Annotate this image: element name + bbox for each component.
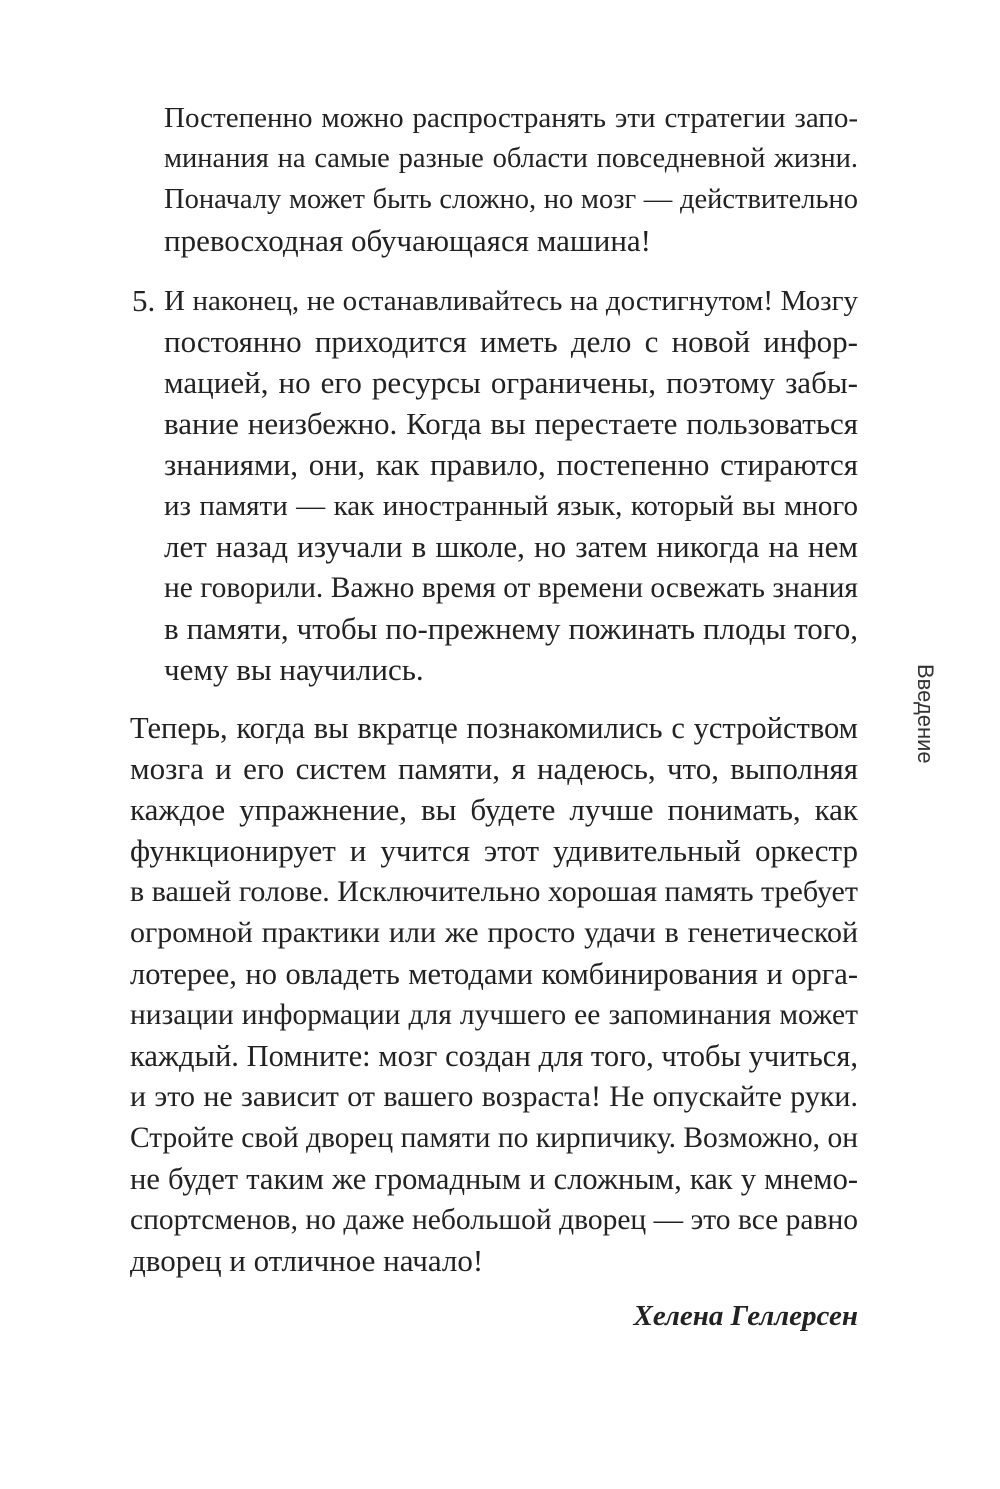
text-line: Постепенно можно распространять эти стратегии запо- (164, 102, 858, 134)
text-line: функционирует и учится этот удивительный оркестр (130, 833, 858, 868)
text-line: не говорили. Важно время от времени освежать знания (164, 572, 858, 604)
text-line: в вашей голове. Исключительно хорошая память требует (130, 875, 858, 908)
list-item-number: 5. (132, 283, 156, 318)
text-line: превосходная обучающаяся машина! (164, 223, 652, 258)
text-line: мацией, но его ресурсы ограничены, поэтому забы- (164, 365, 858, 400)
section-side-label: Введение (913, 664, 938, 764)
text-line: знаниями, они, как правило, постепенно стираются (164, 447, 858, 482)
text-line: низации информации для лучшего ее запоминания может (130, 999, 858, 1031)
text-line: из памяти — как иностранный язык, который вы много (164, 490, 858, 522)
text-line: Поначалу может быть сложно, но мозг — действительно (164, 184, 858, 215)
text-line: каждый. Помните: мозг создан для того, чтобы учиться, (130, 1039, 858, 1073)
text-line: Теперь, когда вы вкратце познакомились с устройством (130, 711, 858, 745)
author-signature: Хелена Геллерсен (633, 1300, 858, 1332)
text-line: постоянно приходится иметь дело с новой инфор- (164, 324, 858, 359)
text-line: не будет таким же громадным и сложным, как у мнемо- (130, 1162, 858, 1196)
text-line: вание неизбежно. Когда вы перестаете пользоваться (164, 406, 858, 441)
text-line: чему вы научились. (164, 652, 424, 687)
text-line: в памяти, чтобы по-прежнему пожинать плоды того, (164, 611, 858, 646)
text-line: и это не зависит от вашего возраста! Не опускайте руки. (130, 1080, 858, 1113)
text-line: Стройте свой дворец памяти по кирпичику. Возможно, он (130, 1122, 858, 1154)
text-line: огромной практики или же просто удачи в генетической (130, 916, 858, 949)
text-line: минания на самые разные области повседневной жизни. (164, 143, 858, 174)
text-line: спортсменов, но даже небольшой дворец — это все равно (130, 1204, 858, 1236)
text-line: И наконец, не останавливайтесь на достигнутом! Мозгу (164, 285, 858, 317)
text-line: каждое упражнение, вы будете лучше понимать, как (130, 792, 858, 827)
text-line: дворец и отличное начало! (130, 1243, 484, 1278)
text-line: мозга и его систем памяти, я надеюсь, что, выполняя (130, 751, 858, 786)
text-line: лет назад изучали в школе, но затем никогда на нем (164, 529, 858, 564)
text-line: лотерее, но овладеть методами комбинирования и орга- (130, 957, 858, 991)
